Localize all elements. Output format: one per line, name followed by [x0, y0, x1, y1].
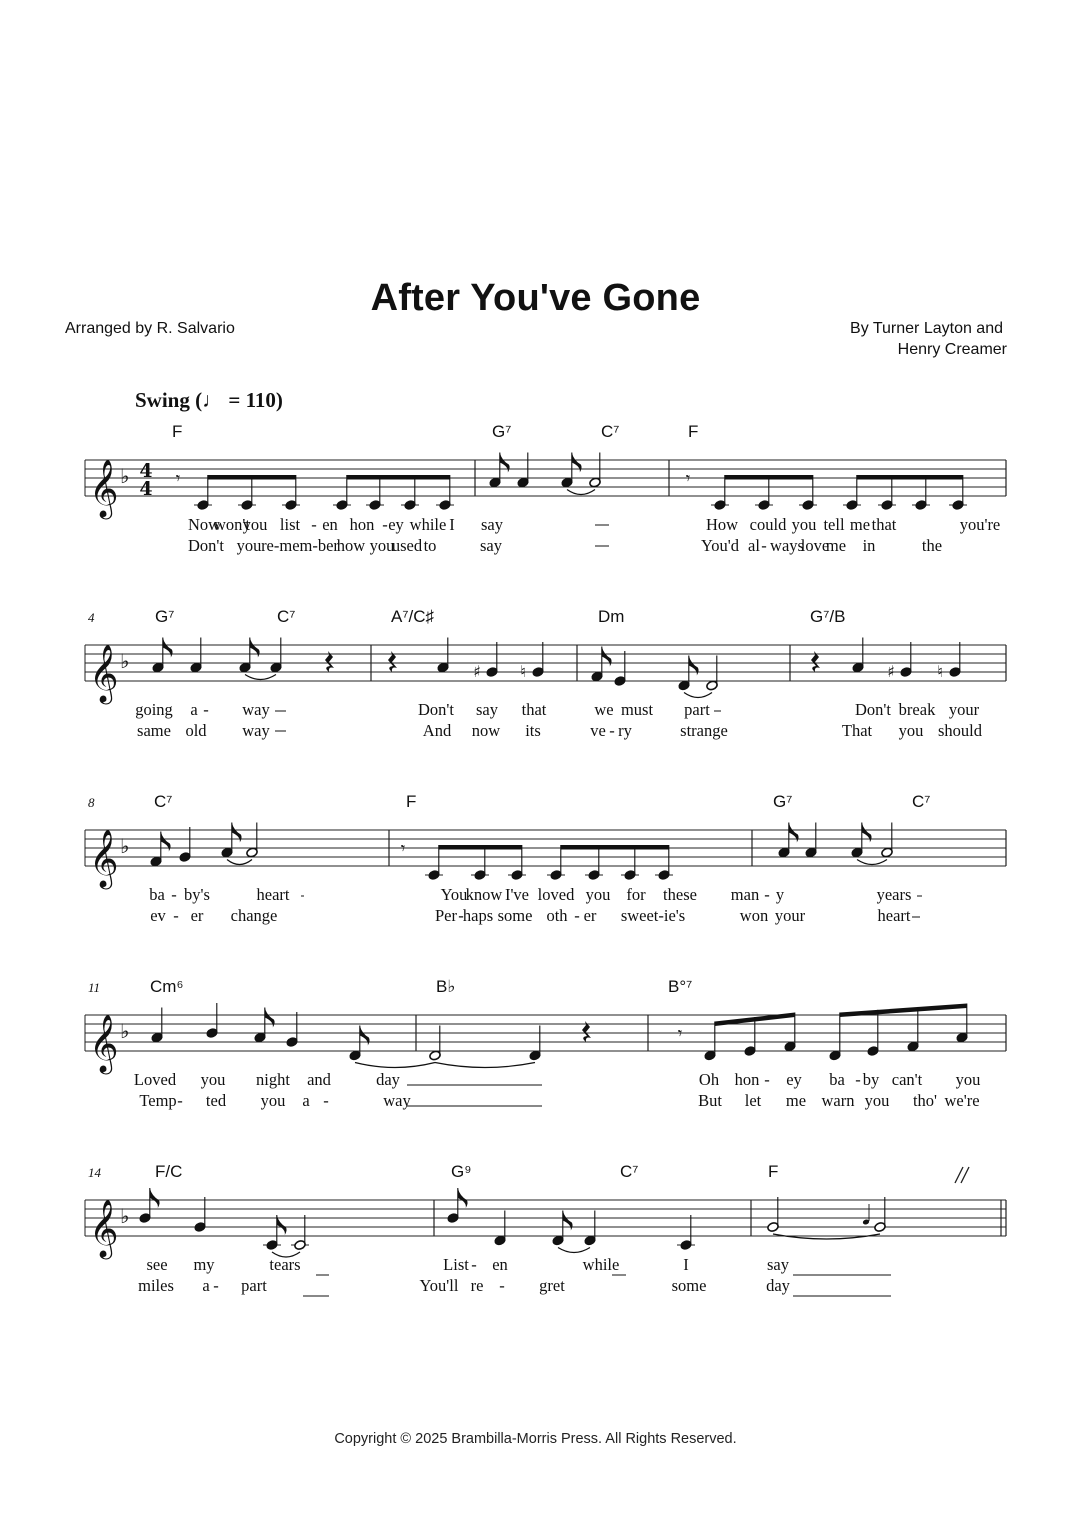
lyric-verse2-syllable: -: [609, 721, 615, 740]
lyric-verse2-syllable: -: [213, 1276, 219, 1295]
lyric-verse2-syllable: love: [800, 536, 830, 555]
lyric-verse2-syllable: some: [671, 1276, 707, 1295]
lyric-verse1-syllable: you: [242, 515, 268, 534]
chord-symbol: G⁷: [155, 607, 175, 626]
lyric-verse1-syllable: tell: [823, 515, 845, 534]
lyric-verse1-syllable: know: [465, 885, 503, 904]
lyric-verse1-syllable: that: [521, 700, 547, 719]
lyric-verse1-syllable: you're: [959, 515, 1001, 534]
key-signature-flat-icon: ♭: [120, 464, 130, 488]
lyric-verse2-syllable: But: [698, 1091, 722, 1110]
chord-symbol: C⁷: [277, 607, 296, 626]
lyric-verse2-syllable: same: [137, 721, 171, 740]
lyric-verse1-syllable: Now: [187, 515, 221, 534]
lyric-verse1-syllable: by's: [184, 885, 210, 904]
lyric-verse2-syllable: way: [383, 1091, 411, 1110]
lyric-verse1-syllable: must: [620, 700, 654, 719]
lyric-verse2-syllable: you: [369, 536, 395, 555]
eighth-rest-icon: 𝄾: [400, 839, 406, 859]
tie: [857, 860, 887, 865]
lyric-verse2-syllable: day: [766, 1276, 790, 1295]
lyric-verse2-syllable: That: [841, 721, 873, 740]
chord-symbol: F/C: [155, 1162, 183, 1181]
lyric-verse1-syllable: ba: [829, 1070, 845, 1089]
lyric-verse2-syllable: you: [864, 1091, 890, 1110]
treble-clef-icon: 𝄞: [89, 459, 119, 517]
lyric-verse1-syllable: hon: [734, 1070, 760, 1089]
treble-clef-icon: 𝄞: [89, 644, 119, 702]
lyric-verse2-syllable: -: [173, 906, 179, 925]
lyric-verse2-syllable: -: [574, 906, 580, 925]
eighth-rest-icon: 𝄾: [677, 1024, 683, 1044]
lyric-verse2-syllable: let: [744, 1091, 762, 1110]
lyric-verse2-syllable: its: [525, 721, 541, 740]
natural-accidental-icon: ♮: [937, 662, 943, 681]
lyric-verse1-syllable: -: [471, 1255, 477, 1274]
lyric-verse2-syllable: to: [423, 536, 437, 555]
eighth-rest-icon: 𝄾: [175, 469, 181, 489]
lyric-verse2-syllable: warn: [821, 1091, 855, 1110]
lyric-verse1-syllable: I've: [504, 885, 530, 904]
lyric-verse2-syllable: er: [190, 906, 204, 925]
lyric-verse1-syllable: way: [242, 700, 270, 719]
treble-clef-icon: 𝄞: [89, 829, 119, 887]
time-signature-bottom: 4: [139, 478, 153, 500]
sharp-accidental-icon: ♯: [473, 662, 481, 681]
chord-symbol: B°⁷: [668, 977, 693, 996]
lyric-verse2-syllable: re: [470, 1276, 484, 1295]
lyric-verse1-syllable: -: [203, 700, 209, 719]
chord-symbol: F: [172, 422, 183, 441]
lyric-verse2-syllable: ev: [150, 906, 166, 925]
lyric-verse1-syllable: see: [146, 1255, 168, 1274]
lyric-verse2-syllable: Temp: [139, 1091, 177, 1110]
lyric-verse1-syllable: -: [382, 515, 388, 534]
lyric-verse1-syllable: we: [594, 700, 614, 719]
lyric-verse2-syllable: say: [480, 536, 502, 555]
lyric-verse2-syllable: al: [748, 536, 760, 555]
song-title: After You've Gone: [370, 277, 701, 319]
lyric-verse2-syllable: the: [921, 536, 943, 555]
lyric-verse1-syllable: can't: [891, 1070, 923, 1089]
lyric-verse2-syllable: we're: [944, 1091, 980, 1110]
lyric-verse1-syllable: for: [626, 885, 646, 904]
lyric-verse1-syllable: while: [409, 515, 447, 534]
beam: [561, 845, 669, 850]
lyric-verse1-syllable: -: [764, 1070, 770, 1089]
lyric-verse1-syllable: I: [449, 515, 455, 534]
lyric-verse2-syllable: Per: [435, 906, 457, 925]
measure-number: 11: [88, 980, 101, 995]
lyric-verse1-syllable: could: [749, 515, 787, 534]
chord-symbol: Cm⁶: [150, 977, 184, 996]
lyric-verse2-syllable: sweet-ie's: [620, 906, 686, 925]
lyric-verse1-syllable: man: [730, 885, 760, 904]
lyric-verse2-syllable: now: [471, 721, 501, 740]
key-signature-flat-icon: ♭: [120, 1019, 130, 1043]
chord-symbol: B♭: [436, 977, 456, 996]
lyric-verse1-syllable: while: [582, 1255, 620, 1274]
lyric-verse1-syllable: How: [705, 515, 739, 534]
lyric-verse1-syllable: heart: [256, 885, 290, 904]
lyric-verse1-syllable: that: [871, 515, 897, 534]
lyric-verse2-syllable: how: [336, 536, 366, 555]
tie: [355, 1063, 435, 1068]
lyric-verse2-syllable: your: [774, 906, 806, 925]
key-signature-flat-icon: ♭: [120, 834, 130, 858]
lyric-verse2-syllable: re-mem-ber: [261, 536, 339, 555]
lyric-verse2-syllable: ry: [618, 721, 632, 740]
lyric-verse1-syllable: Don't: [855, 700, 891, 719]
arranger-credit: Arranged by R. Salvario: [65, 320, 235, 337]
chord-symbol: A⁷/C♯: [391, 607, 434, 626]
lyric-verse1-syllable: you: [200, 1070, 226, 1089]
lyric-verse1-syllable: part: [684, 700, 710, 719]
lyric-verse2-syllable: You'd: [701, 536, 739, 555]
measure-number: 14: [88, 1165, 101, 1180]
lyric-verse2-syllable: some: [497, 906, 533, 925]
lyric-verse1-syllable: You: [440, 885, 468, 904]
natural-accidental-icon: ♮: [520, 662, 526, 681]
lyric-verse1-syllable: say: [476, 700, 498, 719]
lyric-verse2-syllable: you: [236, 536, 262, 555]
lyric-verse1-syllable: I: [683, 1255, 689, 1274]
lyric-verse2-syllable: old: [185, 721, 207, 740]
chord-symbol: G⁷: [492, 422, 512, 441]
lyric-verse2-syllable: And: [422, 721, 452, 740]
chord-symbol: F: [688, 422, 699, 441]
lyric-verse2-syllable: You'll: [419, 1276, 459, 1295]
tie: [435, 1063, 535, 1068]
chord-symbol: F: [406, 792, 417, 811]
lyric-verse1-syllable: break: [898, 700, 936, 719]
key-signature-flat-icon: ♭: [120, 649, 130, 673]
beam: [347, 475, 450, 480]
lyric-verse2-syllable: strange: [680, 721, 728, 740]
lyric-verse1-syllable: ey: [786, 1070, 802, 1089]
lyric-verse1-syllable: a: [190, 700, 198, 719]
tie: [684, 693, 712, 698]
lyric-verse2-syllable: you: [260, 1091, 286, 1110]
lyric-verse1-syllable: these: [663, 885, 697, 904]
lyric-verse1-syllable: hon: [349, 515, 375, 534]
lyric-verse2-syllable: tho': [912, 1091, 938, 1110]
lyric-verse2-syllable: ted: [205, 1091, 227, 1110]
treble-clef-icon: 𝄞: [89, 1014, 119, 1072]
composer-credit-line-1: By Turner Layton and: [850, 320, 1003, 337]
lyric-verse2-syllable: heart: [877, 906, 911, 925]
lyric-verse2-syllable: a: [302, 1091, 310, 1110]
beam: [725, 475, 813, 480]
lyric-verse1-syllable: loved: [537, 885, 575, 904]
lyric-verse2-syllable: me: [825, 536, 847, 555]
time-signature-top: 4: [139, 460, 153, 482]
lyric-verse2-syllable: a: [202, 1276, 210, 1295]
lyric-verse2-syllable: me: [785, 1091, 807, 1110]
lyric-verse2-syllable: change: [230, 906, 278, 925]
lyric-verse1-syllable: tears: [269, 1255, 301, 1274]
lyric-verse2-syllable: ve: [590, 721, 606, 740]
lyric-verse1-syllable: -: [171, 885, 177, 904]
tie: [567, 490, 595, 495]
lyric-verse1-syllable: list: [279, 515, 301, 534]
lyric-verse2-syllable: won: [739, 906, 769, 925]
chord-symbol: C⁷: [601, 422, 620, 441]
lyric-verse2-syllable: er: [583, 906, 597, 925]
lyric-verse2-syllable: oth: [546, 906, 568, 925]
beam: [208, 475, 296, 480]
lyric-verse1-syllable: going: [135, 700, 173, 719]
lyric-verse1-syllable: -: [855, 1070, 861, 1089]
lyric-verse1-syllable: me: [849, 515, 871, 534]
lyric-verse1-syllable: Oh: [698, 1070, 720, 1089]
lyric-verse2-syllable: way: [242, 721, 270, 740]
lyric-verse1-syllable: y: [775, 885, 785, 904]
lyric-verse1-syllable: en: [492, 1255, 508, 1274]
lyric-verse2-syllable: -: [499, 1276, 505, 1295]
chord-symbol: C⁷: [620, 1162, 639, 1181]
lyric-verse2-syllable: gret: [539, 1276, 565, 1295]
lyric-verse2-syllable: haps: [462, 906, 494, 925]
chord-symbol: G⁷: [773, 792, 793, 811]
lyric-verse1-syllable: ey: [388, 515, 404, 534]
tie: [227, 860, 252, 865]
composer-credit-line-2: Henry Creamer: [897, 341, 1007, 358]
lyric-verse2-syllable: should: [937, 721, 983, 740]
lyric-verse2-syllable: Don't: [188, 536, 224, 555]
lyric-verse2-syllable: ways: [770, 536, 804, 555]
eighth-rest-icon: 𝄾: [685, 469, 691, 489]
lyric-verse1-syllable: -: [311, 515, 317, 534]
lyric-verse2-syllable: -: [458, 906, 464, 925]
lyric-verse2-syllable: -: [177, 1091, 183, 1110]
chord-symbol: F: [768, 1162, 779, 1181]
lyric-verse2-syllable: in: [862, 536, 876, 555]
lyric-verse1-syllable: Don't: [418, 700, 454, 719]
chord-symbol: Dm: [598, 607, 625, 626]
lyric-verse2-syllable: -: [761, 536, 767, 555]
key-signature-flat-icon: ♭: [120, 1204, 130, 1228]
tempo-marking: Swing (♩ = 110): [135, 388, 283, 412]
lyric-verse2-syllable: part: [241, 1276, 267, 1295]
tie: [558, 1248, 590, 1253]
lyric-verse2-syllable: used: [391, 536, 423, 555]
lyric-verse1-syllable: won't: [214, 515, 250, 534]
eighth-flag-icon: [150, 1188, 160, 1208]
chord-symbol: G⁷/B: [810, 607, 846, 626]
lyric-verse1-syllable: ba: [149, 885, 165, 904]
lyric-verse1-syllable: years: [876, 885, 912, 904]
lyric-verse1-syllable: and: [307, 1070, 331, 1089]
lyric-verse1-syllable: day: [376, 1070, 400, 1089]
measure-number: 8: [88, 795, 95, 810]
treble-clef-icon: 𝄞: [89, 1199, 119, 1257]
chord-symbol: C⁷: [912, 792, 931, 811]
lyric-verse2-syllable: -: [323, 1091, 329, 1110]
sharp-accidental-icon: ♯: [887, 662, 895, 681]
lyric-verse2-syllable: miles: [138, 1276, 174, 1295]
lyric-verse1-syllable: night: [256, 1070, 290, 1089]
lyric-verse1-syllable: you: [585, 885, 611, 904]
chord-symbol: G⁹: [451, 1162, 472, 1181]
lyric-verse1-syllable: -: [764, 885, 770, 904]
lyric-verse1-syllable: List: [443, 1255, 469, 1274]
tie: [245, 675, 276, 680]
lyric-verse2-syllable: you: [898, 721, 924, 740]
measure-number: 4: [88, 610, 95, 625]
chord-symbol: C⁷: [154, 792, 173, 811]
eighth-flag-icon: [458, 1188, 468, 1208]
lyric-verse1-syllable: en: [322, 515, 338, 534]
lyric-verse1-syllable: you: [791, 515, 817, 534]
lyric-verse1-syllable: Loved: [133, 1070, 177, 1089]
lyric-verse1-syllable: your: [948, 700, 980, 719]
lyric-verse1-syllable: say: [481, 515, 503, 534]
beam: [857, 475, 963, 480]
lyric-verse1-syllable: my: [193, 1255, 215, 1274]
lyric-verse1-syllable: you: [955, 1070, 981, 1089]
lyric-verse1-syllable: say: [767, 1255, 789, 1274]
beam: [439, 845, 522, 850]
lyric-verse1-syllable: by: [862, 1070, 880, 1089]
copyright-notice: Copyright © 2025 Brambilla-Morris Press. All Rights Reserved.: [334, 1431, 737, 1447]
